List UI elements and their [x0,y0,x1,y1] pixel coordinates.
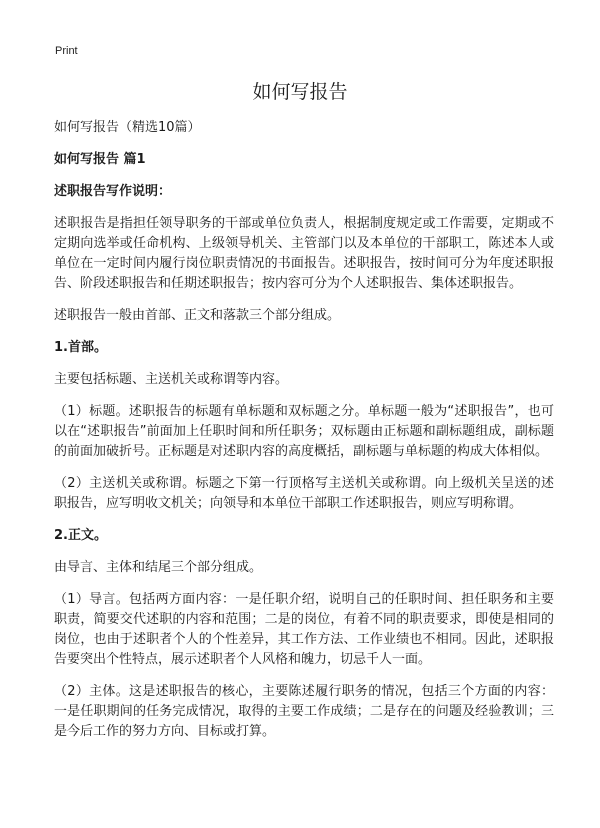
paragraph: （2）主体。这是述职报告的核心，主要陈述履行职务的情况，包括三个方面的内容：一是任职期间的任务完成情况，取得的主要工作成绩；二是存在的问题及经验教训；三是今后工作的努力方向、目标或打算。 [54,684,554,739]
section-heading: 2.正文。 [54,528,107,543]
document-subtitle: 如何写报告（精选10篇） [54,120,201,135]
paragraph: （1）标题。述职报告的标题有单标题和双标题之分。单标题一般为“述职报告”，也可以在“述职报告”前面加上任职时间和所任职务；双标题由正标题和副标题组成，副标题的前面加破折号。正标题是对述职内容的高度概括，副标题与单标题的构成大体相似。 [54,404,554,459]
print-link[interactable]: Print [55,45,78,57]
section-heading: 述职报告写作说明： [54,184,172,199]
page-title: 如何写报告 [252,81,348,103]
paragraph: 主要包括标题、主送机关或称谓等内容。 [54,372,289,387]
paragraph: （1）导言。包括两方面内容：一是任职介绍，说明自己的任职时间、担任职务和主要职责，简要交代述职的内容和范围；二是的岗位，有着不同的职责要求，即使是相同的岗位，也由于述职者个人的个性差异，其工作方法、工作业绩也不相同。因此，述职报告要突出个性特点，展示述职者个人风格和魄力，切忌千人一面。 [54,592,554,667]
section-heading: 1.首部。 [54,340,107,355]
section-heading: 如何写报告 篇1 [54,152,146,167]
paragraph: （2）主送机关或称谓。标题之下第一行顶格写主送机关或称谓。向上级机关呈送的述职报告，应写明收文机关；向领导和本单位干部职工作述职报告，则应写明称谓。 [54,476,554,511]
paragraph: 述职报告是指担任领导职务的干部或单位负责人，根据制度规定或工作需要，定期或不定期向选举或任命机构、上级领导机关、主管部门以及本单位的干部职工，陈述本人或单位在一定时间内履行岗位职责情况的书面报告。述职报告，按时间可分为年度述职报告、阶段述职报告和任期述职报告；按内容可分为个人述职报告、集体述职报告。 [54,216,554,291]
paragraph: 述职报告一般由首部、正文和落款三个部分组成。 [54,308,341,323]
paragraph: 由导言、主体和结尾三个部分组成。 [54,560,263,575]
document-body [54,118,554,754]
